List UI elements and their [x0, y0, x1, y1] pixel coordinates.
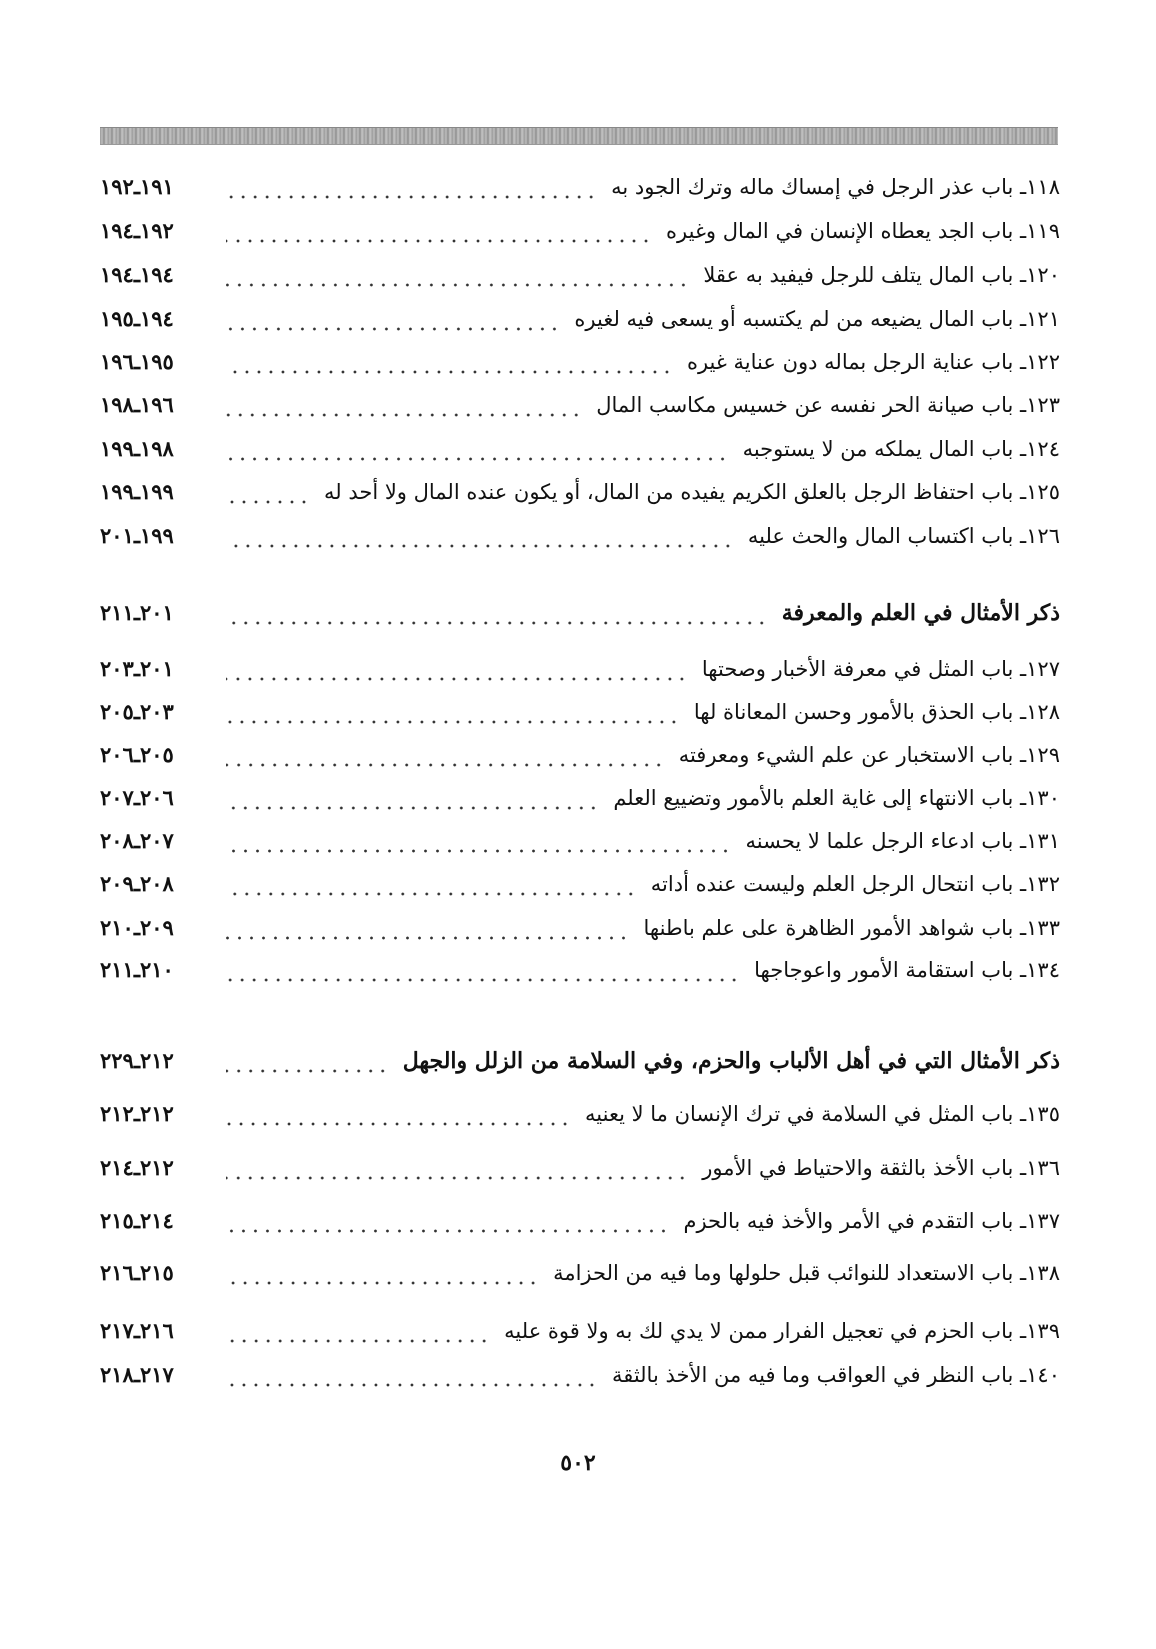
- entry-title: ١٣١ـ باب ادعاء الرجل علما لا يحسنه: [745, 829, 1060, 853]
- entry-title: ١١٨ـ باب عذر الرجل في إمساك ماله وترك الجود به: [611, 175, 1060, 199]
- toc-entry: [100, 733, 1060, 777]
- toc-entry: [100, 862, 1060, 906]
- toc-entry: [100, 906, 1060, 950]
- page-range: ١٩٢ـ١٩٤: [100, 218, 174, 243]
- toc-entry: [100, 383, 1060, 427]
- entry-title: ١١٩ـ باب الجد يعطاه الإنسان في المال وغيره: [666, 219, 1060, 243]
- section-heading: [100, 591, 1060, 635]
- toc-entry: [100, 209, 1060, 253]
- dot-leader: [226, 530, 734, 550]
- dot-leader: [226, 1267, 539, 1287]
- entry-title: ١٢٦ـ باب اكتساب المال والحث عليه: [747, 524, 1060, 548]
- page-range: ٢٠٣ـ٢٠٥: [100, 699, 174, 724]
- entry-title: ١٣٢ـ باب انتحال الرجل العلم وليست عنده أداته: [650, 872, 1060, 896]
- entry-title: ١٣٠ـ باب الانتهاء إلى غاية العلم بالأمور وتضييع العلم: [613, 786, 1060, 810]
- entry-title: ذكر الأمثال في العلم والمعرفة: [781, 600, 1060, 626]
- entry-title: ١٢٩ـ باب الاستخبار عن علم الشيء ومعرفته: [678, 743, 1060, 767]
- dot-leader: [226, 964, 740, 984]
- dot-leader: [226, 1162, 688, 1182]
- dot-leader: [226, 1369, 598, 1389]
- page-range: ٢١٦ـ٢١٧: [100, 1318, 174, 1343]
- dot-leader: [226, 706, 680, 726]
- dot-leader: [226, 1055, 389, 1075]
- page-range: ١٩٤ـ١٩٤: [100, 262, 174, 287]
- dot-leader: [226, 792, 599, 812]
- page-range: ١٩٩ـ١٩٩: [100, 479, 174, 504]
- dot-leader: [226, 607, 768, 627]
- page-range: ٢١٤ـ٢١٥: [100, 1208, 174, 1233]
- page-range: ٢٠٧ـ٢٠٨: [100, 828, 174, 853]
- entry-title: ١٢٢ـ باب عناية الرجل بماله دون عناية غيره: [686, 350, 1060, 374]
- toc-entry: [100, 1309, 1060, 1353]
- entry-title: ١٣٣ـ باب شواهد الأمور الظاهرة على علم باطنها: [643, 916, 1060, 940]
- entry-title: ١٣٩ـ باب الحزم في تعجيل الفرار ممن لا يدي لك به ولا قوة عليه: [504, 1319, 1060, 1343]
- toc-entry: [100, 253, 1060, 297]
- toc-entry: [100, 776, 1060, 820]
- toc-entry: [100, 165, 1060, 209]
- page-range: ٢١٢ـ٢٢٩: [100, 1048, 174, 1073]
- entry-title: ١٣٦ـ باب الأخذ بالثقة والاحتياط في الأمور: [702, 1156, 1060, 1180]
- page-range: ٢٠١ـ٢١١: [100, 600, 174, 625]
- page-number: ٥٠٢: [560, 1450, 596, 1476]
- page-range: ٢٠٩ـ٢١٠: [100, 915, 174, 940]
- dot-leader: [226, 1215, 669, 1235]
- entry-title: ١٢٨ـ باب الحذق بالأمور وحسن المعاناة لها: [693, 700, 1060, 724]
- toc-entry: [100, 514, 1060, 558]
- page-range: ١٩٩ـ٢٠١: [100, 523, 174, 548]
- toc-entry: [100, 1199, 1060, 1243]
- page-range: ١٩٨ـ١٩٩: [100, 436, 174, 461]
- header-rule: [100, 127, 1058, 145]
- toc-entry: [100, 1146, 1060, 1190]
- entry-title: ١٢٧ـ باب المثل في معرفة الأخبار وصحتها: [701, 657, 1060, 681]
- toc-entry: [100, 819, 1060, 863]
- entry-title: ١٢١ـ باب المال يضيعه من لم يكتسبه أو يسعى فيه لغيره: [574, 307, 1060, 331]
- dot-leader: [226, 399, 582, 419]
- entry-title: ١٤٠ـ باب النظر في العواقب وما فيه من الأخذ بالثقة: [611, 1363, 1060, 1387]
- entry-title: ١٣٧ـ باب التقدم في الأمر والأخذ فيه بالحزم: [683, 1209, 1060, 1233]
- toc-entry: [100, 1251, 1060, 1295]
- entry-title: ١٢٣ـ باب صيانة الحر نفسه عن خسيس مكاسب المال: [596, 393, 1060, 417]
- dot-leader: [226, 225, 652, 245]
- dot-leader: [226, 356, 673, 376]
- toc-entry: [100, 647, 1060, 691]
- entry-title: ١٢٠ـ باب المال يتلف للرجل فيفيد به عقلا: [703, 263, 1060, 287]
- dot-leader: [226, 749, 665, 769]
- entry-title: ١٢٤ـ باب المال يملكه من لا يستوجبه: [742, 437, 1060, 461]
- entry-title: ١٣٨ـ باب الاستعداد للنوائب قبل حلولها وما فيه من الحزامة: [553, 1261, 1060, 1285]
- entry-title: ذكر الأمثال التي في أهل الألباب والحزم، وفي السلامة من الزلل والجهل: [402, 1048, 1060, 1074]
- entry-title: ١٢٥ـ باب احتفاظ الرجل بالعلق الكريم يفيده من المال، أو يكون عنده المال ولا أحد له: [323, 480, 1060, 504]
- entry-title: ١٣٤ـ باب استقامة الأمور واعوجاجها: [754, 958, 1060, 982]
- toc-entry: [100, 470, 1060, 514]
- dot-leader: [226, 1108, 571, 1128]
- dot-leader: [226, 835, 732, 855]
- page-range: ٢٠٦ـ٢٠٧: [100, 785, 174, 810]
- page-range: ٢١٥ـ٢١٦: [100, 1260, 174, 1285]
- dot-leader: [226, 486, 310, 506]
- dot-leader: [226, 663, 688, 683]
- dot-leader: [226, 313, 560, 333]
- dot-leader: [226, 878, 637, 898]
- page-range: ١٩٤ـ١٩٥: [100, 306, 174, 331]
- toc-entry: [100, 690, 1060, 734]
- page-range: ٢١٠ـ٢١١: [100, 957, 174, 982]
- toc-entry: [100, 340, 1060, 384]
- toc-entry: [100, 1353, 1060, 1397]
- page-range: ١٩٥ـ١٩٦: [100, 349, 174, 374]
- toc-entry: [100, 1092, 1060, 1136]
- toc-entry: [100, 948, 1060, 992]
- dot-leader: [226, 181, 597, 201]
- toc-entry: [100, 297, 1060, 341]
- page-range: ٢٠١ـ٢٠٣: [100, 656, 174, 681]
- page-range: ١٩١ـ١٩٢: [100, 174, 174, 199]
- dot-leader: [226, 443, 729, 463]
- page-range: ٢١٢ـ٢١٢: [100, 1101, 174, 1126]
- page-range: ٢٠٨ـ٢٠٩: [100, 871, 174, 896]
- section-heading: [100, 1039, 1060, 1083]
- page-range: ٢٠٥ـ٢٠٦: [100, 742, 174, 767]
- page-range: ٢١٧ـ٢١٨: [100, 1362, 174, 1387]
- toc-entry: [100, 427, 1060, 471]
- dot-leader: [226, 269, 689, 289]
- page-range: ٢١٢ـ٢١٤: [100, 1155, 174, 1180]
- entry-title: ١٣٥ـ باب المثل في السلامة في ترك الإنسان ما لا يعنيه: [585, 1102, 1060, 1126]
- dot-leader: [226, 1325, 490, 1345]
- dot-leader: [226, 922, 630, 942]
- page-range: ١٩٦ـ١٩٨: [100, 392, 174, 417]
